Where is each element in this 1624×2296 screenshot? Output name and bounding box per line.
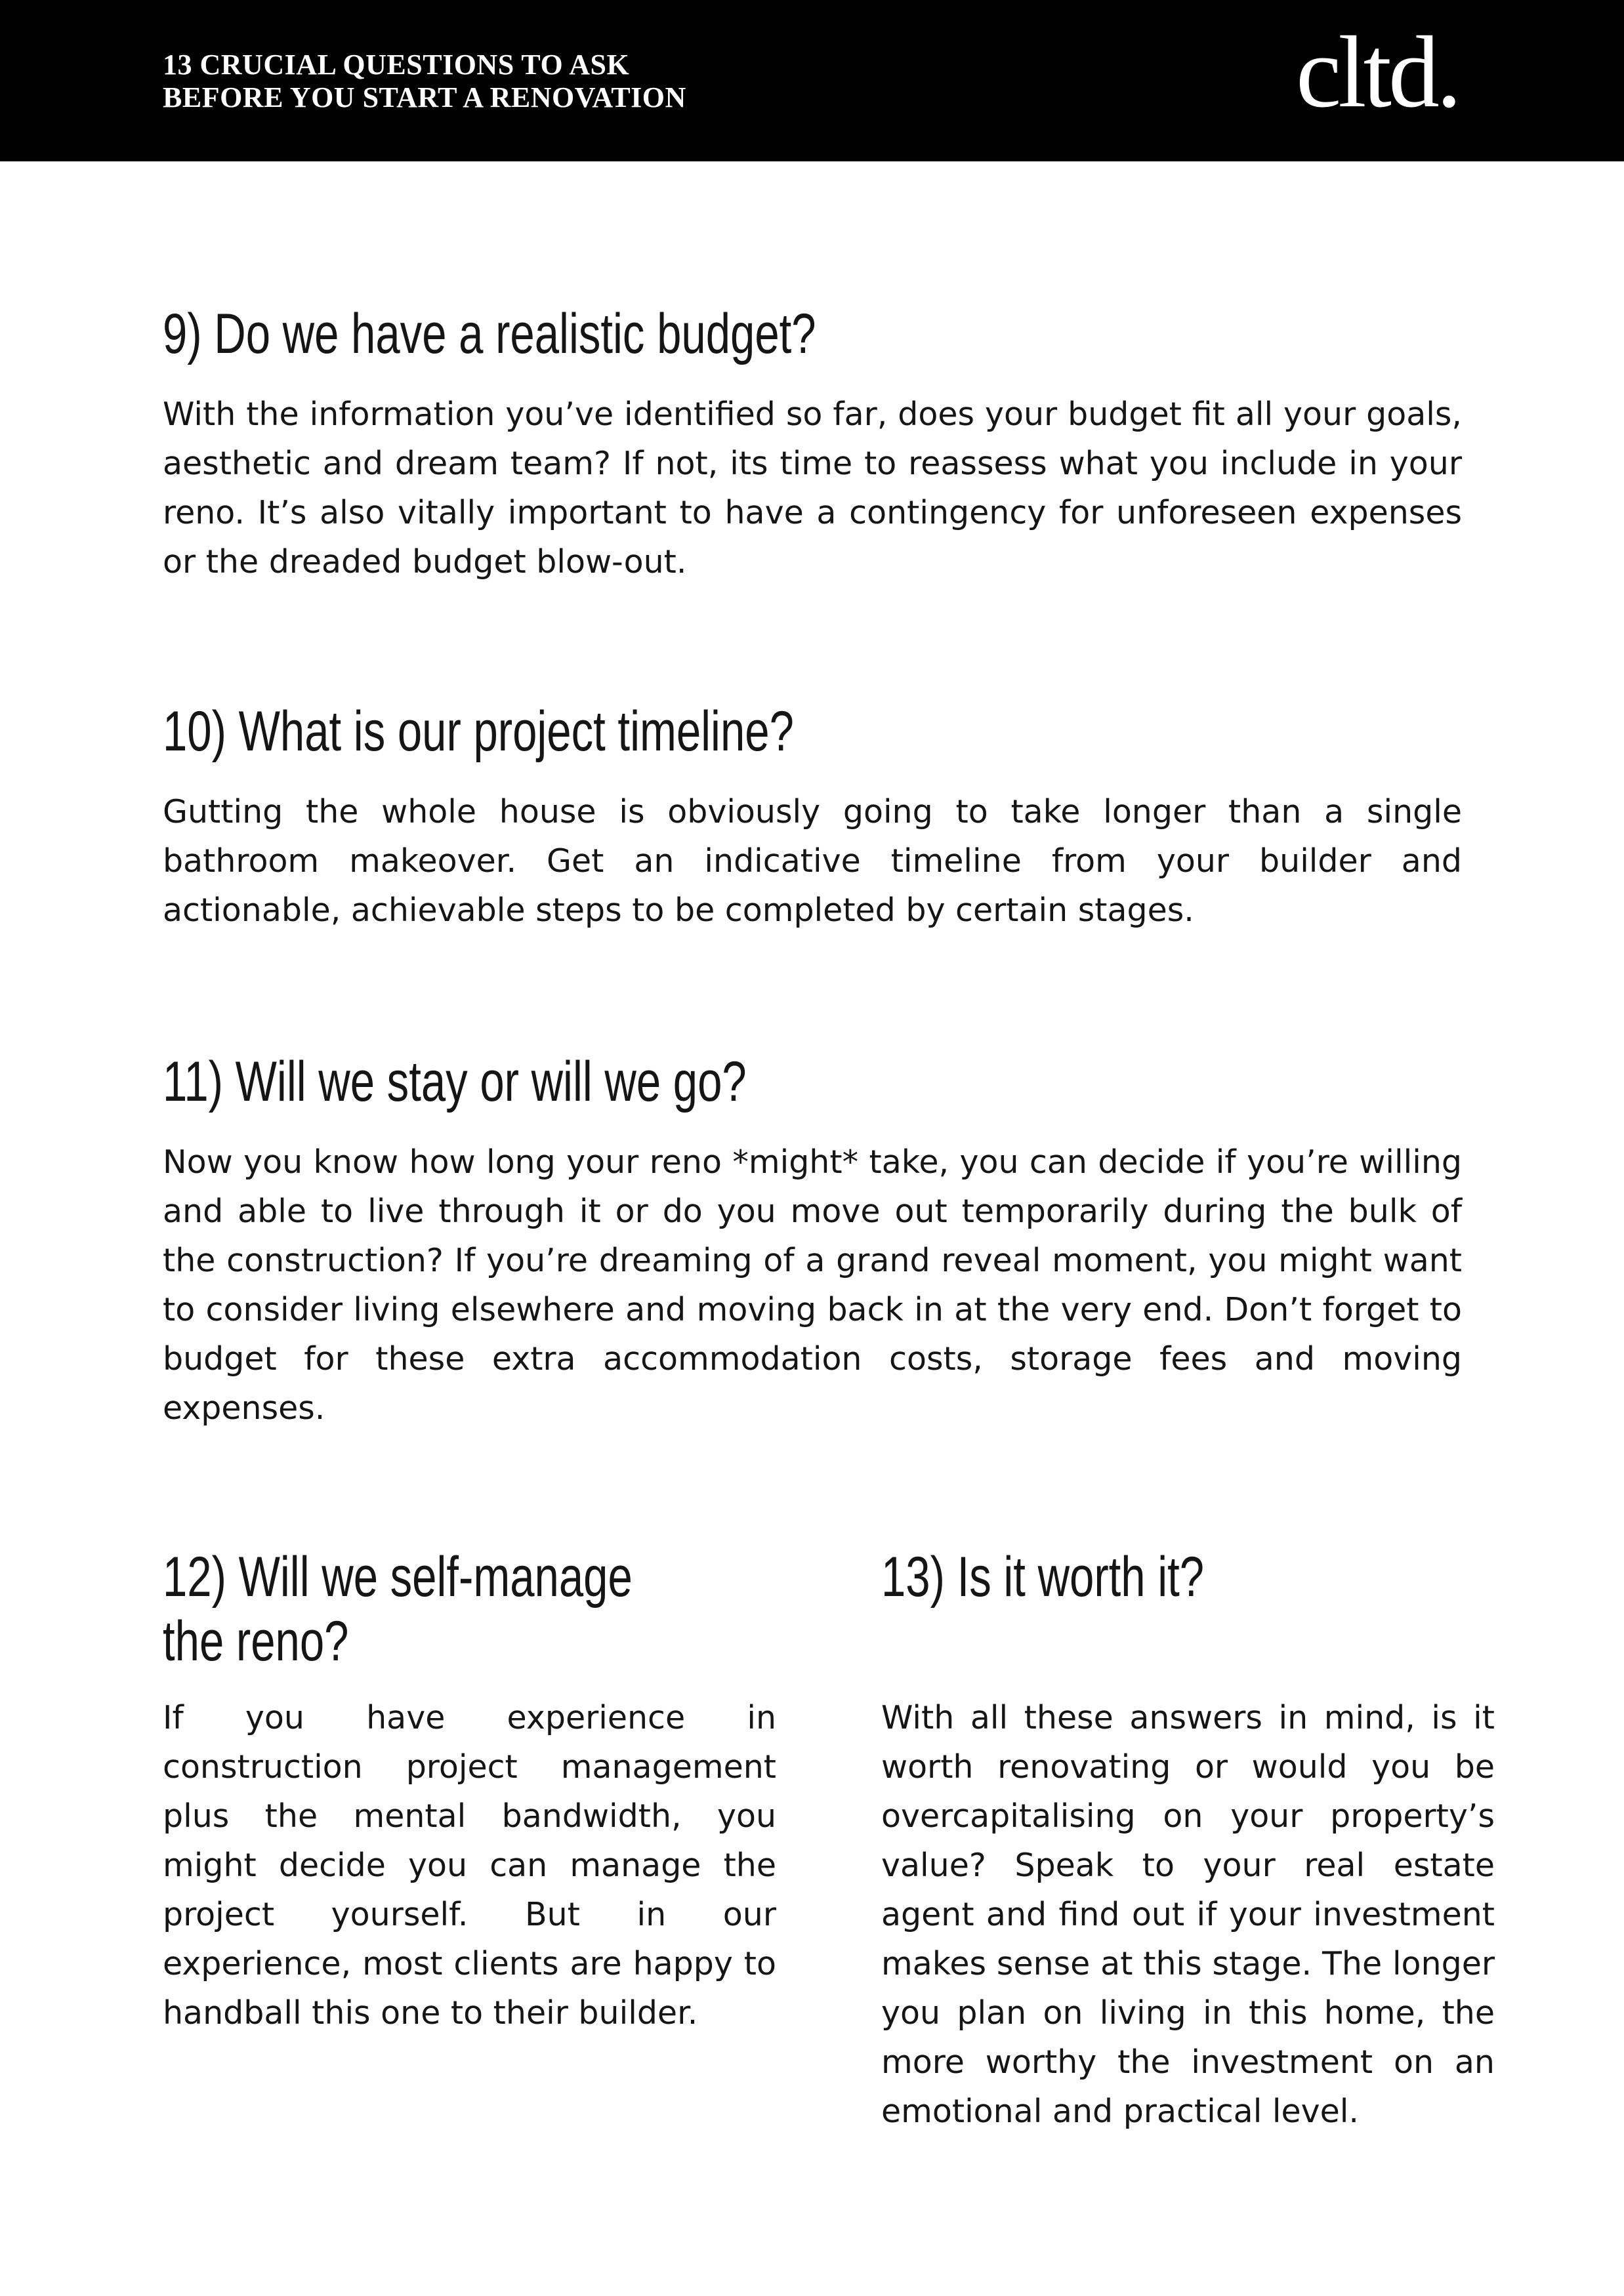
question-13-body: With all these answers in mind, is it worth renovating or would you be overcapitalising on your property’s value? Speak to your real estate agent and find out if your investment makes sense at this stage. The longer you plan on living in this home, the more worthy the investment on an emotional and practical level.: [881, 1699, 1495, 2130]
question-9-section: [163, 302, 1462, 586]
question-12-heading-line-1: 12) Will we self-manage: [163, 1546, 633, 1609]
question-12-body: If you have experience in construction project management plus the mental bandwidth, you might decide you can manage the project yourself. But in our experience, most clients are happy to handball this one to their builder.: [163, 1699, 776, 2032]
question-11-body: Now you know how long your reno *might* take, you can decide if you’re willing and able to live through it or do you move out temporarily during the bulk of the construction? If you’re dreaming of a grand reveal moment, you might want to consider living elsewhere and moving back in at the very end. Don’t forget to budget for these extra accommodation costs, storage fees and moving expenses.: [163, 1143, 1462, 1427]
question-13-section: [881, 1545, 1495, 2136]
question-10-section: [163, 699, 1462, 935]
question-9-body: With the information you’ve identified so far, does your budget fit all your goals, aesthetic and dream team? If not, its time to reassess what you include in your reno. It’s also vitally important to have a contingency for unforeseen expenses or the dreaded budget blow-out.: [163, 396, 1462, 581]
question-12-heading-line-2: the reno?: [163, 1610, 349, 1673]
question-10-heading: 10) What is our project timeline?: [163, 700, 794, 763]
question-11-section: [163, 1050, 1462, 1433]
brand-logo: cltd.: [1296, 15, 1459, 129]
question-11-heading: 11) Will we stay or will we go?: [163, 1050, 747, 1113]
page-header: [0, 0, 1624, 161]
document-title-line-1: 13 CRUCIAL QUESTIONS TO ASK: [163, 49, 630, 81]
question-10-body: Gutting the whole house is obviously going to take longer than a single bathroom makeover. Get an indicative timeline from your builder and actionable, achievable steps to be completed by certain stages.: [163, 793, 1462, 929]
question-12-heading: [163, 1545, 641, 1673]
document-title: [163, 49, 885, 114]
question-9-heading: 9) Do we have a realistic budget?: [163, 302, 816, 365]
document-title-line-2: BEFORE YOU START A RENOVATION: [163, 81, 686, 113]
question-13-heading: 13) Is it worth it?: [881, 1546, 1205, 1609]
question-12-section: [163, 1545, 776, 2038]
